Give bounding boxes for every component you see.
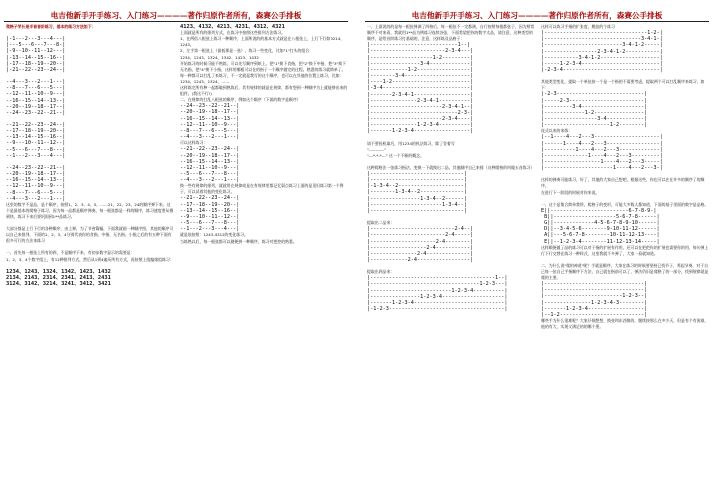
paragraph: 1234、1243、1324、1342、1423、1432: [180, 54, 259, 60]
tab-block-5: --24--23--22--21--| --20--19--18--17--| --16--15--14--13--| --12--11--10--9---| --8---7---6---5---| --4---3---2---1---|: [180, 103, 240, 141]
tab-block-16: |--------------------------------| |--------------------------------| |-------------------------1-2-3--| |---------------1-2-3-4-3--------| |-------1-2-3-4------------------| |--1-2---------------------------|: [541, 281, 648, 318]
paragraph: 换一些有规律的排列，就就用在规律或是在有规律里都记忆弱点练习上面的是见识练习第一个例子，可以试着其他的变化练习。: [180, 183, 344, 195]
paragraph: 这种爬格法一弦练习指法，变换一下就换出二品，其他顺序自己来排（这种爬格的叫做五音练习）: [367, 164, 535, 170]
paragraph: 上面就是所有的排列方式，在练习中按照这些排列方法练习。: [180, 30, 286, 36]
tab-block-4: --24--23--22--21--| --20--19--18--17--| --16--15--14--13--| --12--11--10--9---| --8---7---6---5---| --4---3---2---1---|: [6, 164, 66, 202]
tab-block-3: --21--22--23--24--| --17--18--19--20--| --13--14--15--16--| --9---10--11--12--| --5---6---7---8---| --1---2---3---4---|: [6, 121, 66, 159]
page-right: [361, 0, 713, 504]
paragraph: 2、左手第一根弦上（最低那是一弦），练习一些变化，比如"1"打头的组合：: [180, 48, 314, 54]
paragraph: 哪些手为什么很难呢？大家仔细想想，换弦和东西换的，继续按那么在多少天，但是有个有困难，他的有大，实现又满足的的哪个要。: [541, 318, 709, 330]
paragraph: 1234、1243、1324、……: [180, 78, 230, 84]
paragraph: 二、为什么说"爬的神道"呢？手就是顺序，大家在练习的时候要坚持已找节子，养起节奏，对于自己每一弦自己手指顺序下方法，自己就在指前可以了，弹法仍旧是爬格了的一部分，找到规律就是爬的主要。: [541, 262, 709, 281]
paragraph: 一、首先每一根弦上所有的四，不是顺序下来，有初步数字显示的需要是：: [6, 250, 135, 256]
paragraph: 请不要投机取巧，用1234的执法练习，除了竖着写: [367, 140, 455, 146]
permutation-list: 1234、1243、1324、1342、1423、1432 2134、2143、2314、2341、2413、2431 3124、3142、3214、3241、3412、3421: [6, 268, 111, 287]
tab-block-14: |--1----4---2---3---------------------| |------1----4---2---3-----------------| |----------1----4---2---3-------------| |--------------1----4---2---3---------| |------------------1----4---2---3-----| |----------------------1----4---2---3-|: [541, 134, 663, 172]
permutation-heading: 4123、4132、4213、4231、4312、4321: [180, 24, 285, 30]
paragraph: 这样练完所有种一起都做到熟练后，其有规律的就是在规律，都有想到一种顺序为上就能够出来的组件。(我这不行!): [180, 85, 348, 97]
paragraph: 1、2、3、4个数字组上，有12种排列方式，然后从1到4遍历所有方式，再按照上组编排组练习：: [6, 256, 174, 262]
column-right-1: [367, 24, 535, 312]
paragraph: 一、上面说的的是每一根弦弹满了四格后，每一根弦不一定都满，自行按照每根都弦子，因为照常顺序不对来看，我就用1**品为例练习连续各弦，下面希望把你的数字太品，请注意，这种类型的顺序，是给音阶练习打基础的，注意，这样练及品格子：: [367, 24, 535, 42]
tab-block-6: --21--22--23--24--| --20--19--18--17--| --16--15--14--13--| --12--11--10--9---| --5---6---7---8---| --4---3---2---1---|: [180, 146, 240, 184]
paragraph: "---*-*-*---" 这一个不断的概念。: [367, 152, 424, 158]
paragraph: "-----------": [367, 146, 387, 152]
paragraph: 这样可以练习手指的扩张度，跳弦的个练习: [541, 24, 615, 29]
tab-block-9: |------------------------------| |------------------------------| |-1-3-4--2---------------------| |--------1-3-4--2--------------| |----------------1-3-4--2------| |-----------------------1-3-4--| |------------------------------|: [367, 171, 467, 214]
paragraph: 在进行下一阶段的时候对你来说。: [541, 189, 600, 195]
tab-block-12: |---------------------------------1-2-| |-------------------------------3-4-1-| |-------------------------3-4-1-2-----| |-----------------2-3-4-1-2-----------| |-----------3-4-1-2-------------------| |-----1-2-3-4-------------------------| |-2-3-4-------------------------------|: [541, 30, 663, 74]
paragraph: 其他类型变化，提取一个单弦按一个是一个指的不需要考虑，提取两个可以打乱顺序来练习，如下：: [541, 79, 705, 91]
tab-block-7: --21--22--23--24--| --17--18--19--20--| --13--14--15--16--| --9---10--11--12--| --5---6---7---8---| --1---2---3---4---|: [180, 195, 240, 233]
tab-block-13: |-2-3----------------------------| |-----2-3------------------------| |---------3-4--------------------| |-------------1-2----------------| |-----------------3-4------------| |---------------------1-2--------|: [541, 91, 648, 129]
page-title: 电吉他新手开手练习、入门练习————著作归原作者所有，森赛公手排板: [50, 11, 302, 20]
paragraph: 连式以来的来练：: [541, 128, 573, 134]
paragraph: 提取出四品来：: [367, 269, 395, 275]
paragraph: 二、在规律的打乱八根弦的顺序，例如这个顺序（下面的数字是顺序）: [180, 97, 301, 103]
title-divider: [4, 21, 348, 22]
tab-block-10: |---------------------------2-4--| |------------------------2-4-----| |---------------------2-4--------| |------------------2-4-----------| |---------------2-4--------------| |------------2-4-----------------|: [367, 226, 474, 263]
column-left-1: [6, 24, 174, 287]
tab-block-11: |----------------------------------------1--| |-----------------------------------1-2-3---| |--------------------------1-2-3-4----------| |----------------1-2-3-4--------------------| |-------1-2-3-4-----------------------------| |-1-2-3-------------------------------------|: [367, 275, 508, 312]
paragraph: 这样的弹奏可能练习，好了，其他的大家自己想吧，根据这些，你也可以在在许多的顺序了的顺序。: [541, 177, 705, 189]
column-left-2: [180, 24, 348, 245]
paragraph: 一、这个是集合简单我所，爬格子的变形，可能大多数人都知道，下面的基子里面的数字是品格。: [541, 201, 709, 207]
paragraph: 1、在两倍八根弦上练习一种顺序，上面所说的的基本方式就是在八根弦上，上行下行如3214、1243。: [180, 36, 345, 48]
page-title: 电吉他新手开手练习、入门练习————著作归原作者所有，森赛公手排板: [411, 11, 663, 20]
section-heading: 爬格子学长是半音音阶练习，基本的练习方法如下：: [6, 24, 96, 29]
paragraph: 每一种都可以打乱了来练习，不一定就是我写的这个顺序，也可以在其他的位置上练习，比如：: [180, 72, 344, 78]
column-right-2: [541, 24, 709, 330]
tab-block-15: E||-------------------------6-7-8-9-| B||--------------------5-6-7-8------| G||-------------4-5-6-7-8-9-10------| D||--3-4-5-6--------9-10-11-12------| A||---5-6-7-8--------10-11-12-13----| E||--1-2-3-4--------11-12-13-14-----|: [541, 207, 660, 245]
tab-block-8: |----------------------------1--| |------------------------2-3-4---| |--------------------1-2---------| |----------------3-4-------------| |------------1-2-----------------| |--------3-4---------------------| |----1-2-------------------------| |-3-4----------------------------| |-------2-3-4-1------------------| |---------------2-3-4-1----------| |-----------------------2-3-4-1--| |----------------------------2-3-| |-----------------------2-3-4----| |---------------1-2-3-4----------| |-------1-2-3-4------------------|: [367, 42, 474, 135]
page-left: [0, 0, 352, 504]
paragraph: 当练熟以后，每一根弦都可以随便拼一种顺序，练习对把控的熟悉。: [180, 238, 297, 244]
paragraph: 开始练习的时候可能不熟练，可以先写顺序到纸上。把"1"换下食指，把"2"换下中指，把"3"换下无名指，把"4"换下小指，这样用哪根可以在的指子一个顺序做完的过程。熟悉的练习就简单了。: [180, 60, 347, 72]
tab-block-1: |-1---2---3---4---| |---5---6---7---8-| |-9--10--11--12---| |-13--14--15--16--| |-17--18--19--20--| |-21--22--23--24--|: [6, 36, 66, 73]
paragraph: 大部分都是上行下行的各种顺序，由上弹，为了节省篇幅，下面我就画一种顺序图，其他的顺序可以自己来排列，下面的1、2、3、4分别代表你的食指、中指、无名指、小指之后的有五种下面有很多可行的方法来练习: [6, 226, 174, 244]
paragraph: 提取出二品来：: [367, 220, 395, 226]
paragraph: 就是依按照：1243-4312的变化练习。: [180, 232, 248, 238]
paragraph: 可以这样练习：: [180, 140, 208, 146]
tab-block-2: --4---3---2---1---| --8---7---6---5---| --12--11--10--9---| --16--15--14--13--| --20--19--18--17--| --24--23--22--21--|: [6, 79, 66, 116]
paragraph: 这里的数字不是品，是个顺序，按照1、2、3、4、5、……21、22、23、24的顺序弹下来。这个是最基本的爬格子练习，因为每一品都是顺序弹奏，每一根弦都是一样的顺序，练习速度要从慢到快，练习下来后要巩固到1**品练习。: [6, 201, 174, 220]
title-divider: [365, 21, 709, 22]
paragraph: 这样顺便做了品的练习可以对于指的扩展有作用，还可以在把把你的扩展也需要你的用，每句弹上行下行交替在练习一种样式，这里我就不多弹了，大家一看就知道。: [541, 244, 709, 256]
